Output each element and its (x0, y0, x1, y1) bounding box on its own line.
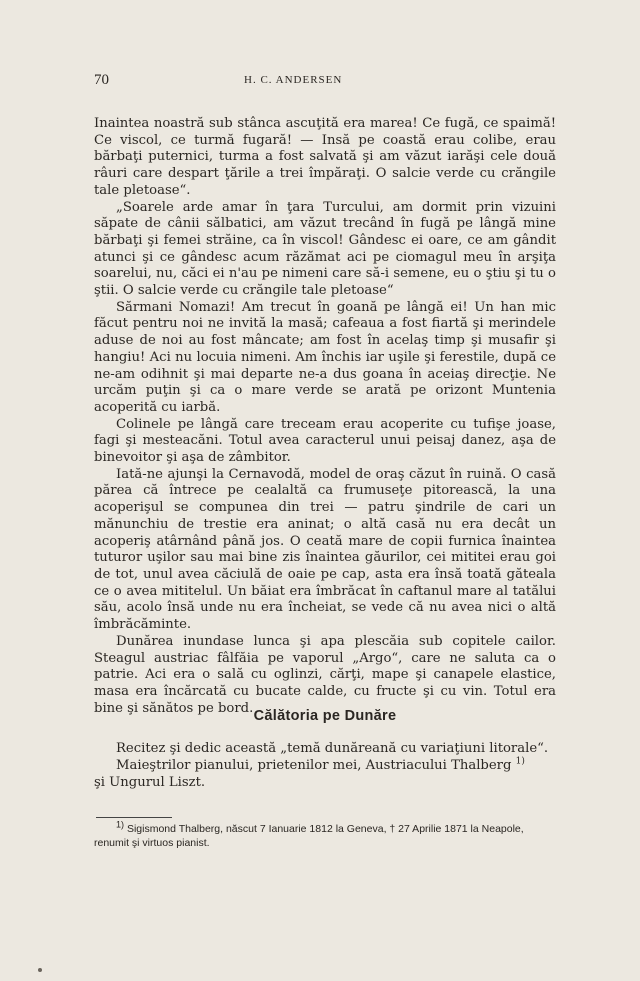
footnote (94, 819, 556, 850)
footnote-mark: 1) (116, 819, 125, 830)
running-head: H. C. ANDERSEN (244, 74, 343, 86)
paragraph: Dunărea inundase lunca şi apa plescăia sub copitele cailor. Steagul austriac fâlfăia pe vaporul „Argo“, care ne saluta ca o patrie. Aci era o sală cu oglinzi, cărţi, mape şi canapele elastice, masa era încărcată cu bucate calde, cu fructe şi cu vin. Totul era bine şi sănătos pe bord. (94, 633, 556, 716)
footnote-reference: 1) (515, 756, 525, 767)
paragraph: Inaintea noastră sub stânca ascuţită era marea! Ce fugă, ce spaimă! Ce viscol, ce turmă fugară! — Insă pe coastă erau colibe, erau bărbaţi puternici, turma a fost salvată şi am văzut iarăşi cele două râuri care despart ţările a trei împăraţi. O salcie verde cu crăngile tale pletoase“. (94, 116, 556, 198)
dedication-line: şi Ungurul Liszt. (94, 775, 206, 790)
body-text (94, 116, 556, 717)
section-heading: Călătoria pe Dunăre (253, 708, 397, 724)
paragraph: „Soarele arde amar în ţara Turcului, am dormit prin vizuini săpate de cânii sălbatici, am văzut trecând în fugă pe lângă mine bărbaţi şi femei străine, ca în viscol! Gândesc ei oare, ce am gândit atunci şi ce gândesc acum răzămat aci pe ciomagul meu în arşiţa soarelui, nu, căci ei n'au pe nimeni care să-i semene, eu o ştiu şi tu o ştii. O salcie verde cu crăngile tale pletoase“ (94, 199, 556, 299)
dedication-line: Recitez şi dedic această „temă dunăreană cu variaţiuni litorale“. (116, 741, 549, 756)
footnote-text: Sigismond Thalberg, născut 7 Ianuarie 1812 la Geneva, † 27 Aprilie 1871 la Neapole, renumit şi virtuos pianist. (94, 823, 524, 849)
page-number: 70 (94, 72, 109, 88)
paper-speck (38, 968, 42, 972)
paragraph: Sărmani Nomazi! Am trecut în goană pe lângă ei! Un han mic făcut pentru noi ne invită la masă; cafeaua a fost fiartă şi merindele aduse de noi au fost mâncate; am fost în acelaş timp şi musafir şi hangiu! Aci nu locuia nimeni. Am închis iar uşile şi ferestile, după ce ne-am odihnit şi mai departe ne-a dus goana în aceiaş direcţie. Ne urcăm puţin şi ca o mare verde se arată pe orizont Muntenia acoperită cu iarbă. (94, 299, 556, 415)
paragraph: Iată-ne ajunşi la Cernavodă, model de oraş căzut în ruină. O casă părea că întrece pe cealaltă ca frumuseţe pitorească, la una acoperişul se compunea din trei — patru şindrile de cari un mănunchiu de trestie era aninat; o altă casă nu era decât un acoperiş atârnând până jos. O ceată mare de copii furnica înaintea tuturor uşilor sau mai bine zis înaintea găurilor, cei mititei erau goi de tot, unul avea căciulă de oaie pe cap, asta era însă toată găteala ce o avea mititelul. Un băiat era îmbrăcat în caftanul mare al tatălui său, acolo însă unde nu era încheiat, se vede că nu avea nici o altă îmbrăcăminte. (94, 466, 556, 633)
dedication-line (94, 757, 556, 774)
dedication (94, 740, 556, 791)
dedication-text: Maieştrilor pianului, prietenilor mei, Austriacului Thalberg (116, 758, 512, 773)
footnote-divider (96, 817, 172, 818)
page-header (94, 72, 564, 92)
paragraph: Colinele pe lângă care treceam erau acoperite cu tufişe joase, fagi şi mesteacăni. Totul avea caracterul unui peisaj danez, aşa de binevoitor şi aşa de zâmbitor. (94, 416, 556, 466)
